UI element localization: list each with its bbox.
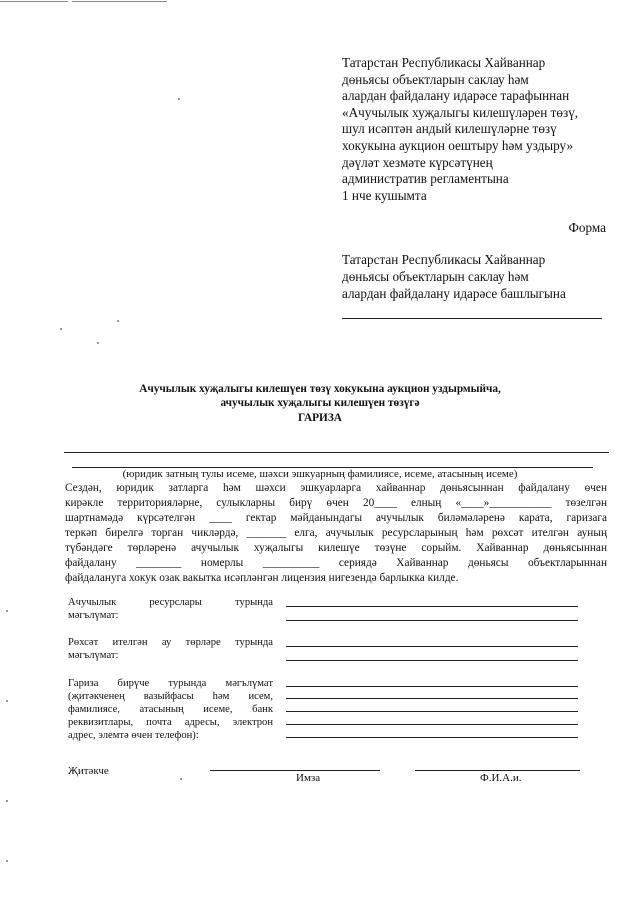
document-title-line1: Ачучылык хуҗалыгы килешүен төзү хокукына аукцион уздырмыйча,	[139, 383, 501, 395]
scan-speck	[6, 800, 8, 802]
head-label: Җитәкче	[68, 765, 109, 777]
regulation-attachment-header	[342, 55, 612, 204]
form-label: Форма	[568, 220, 606, 235]
body-line: файдалану ________ номерлы __________ сериядә Хайваннар дөньясы объектларыннан	[65, 557, 607, 569]
scan-artifact-top-left	[0, 1, 68, 2]
field-label-applicant-info: Гариза бирүче турында мәгълүмат (җитәкченең вазыйфасы һәм исем, фамилиясе, атасының исеме, банк реквизитлары, почта адресы, электрон адрес, элемтә өчен телефон):	[68, 678, 273, 741]
document-title-line2: ачучылык хуҗалыгы килешүен төзүгә	[220, 397, 420, 409]
full-name-line[interactable]	[415, 770, 580, 771]
signature-caption: Имза	[296, 772, 321, 784]
header-line: алардан файдалану идарәсе тарафыннан	[342, 88, 570, 104]
applicant-name-line-1[interactable]	[64, 452, 609, 453]
field-label-hunting-resources: Ачучылык ресурслары турында мәгълүмат:	[68, 597, 273, 621]
addressee-line: дөньясы объектларын саклау һәм	[342, 269, 529, 284]
body-line: теркәп бирелгә торган чикләрдә, _______ елга, ачучылык ресурсларының һәм рөхсәт ителгән ауның	[65, 527, 607, 539]
scan-speck	[97, 342, 99, 344]
scan-speck	[6, 610, 8, 612]
addressee-line: алардан файдалану идарәсе башлыгына	[342, 286, 566, 301]
header-line: шул исәптән андый килешүләрне төзү	[342, 121, 557, 137]
addressee-line: Татарстан Республикасы Хайваннар	[342, 252, 546, 267]
hunting-resources-line-1[interactable]	[286, 606, 578, 607]
body-line: түбәндәге төрләренә ачучылык хуҗалыгы килешүе төзүне сорыйм. Хайваннар дөньясыннан	[65, 542, 607, 554]
scan-speck	[117, 320, 119, 322]
scan-speck	[6, 860, 8, 862]
body-line: Сездән, юридик затларга һәм шәхси эшкуарларга хайваннар дөньясыннан файдалану өчен	[65, 482, 607, 494]
signature-line[interactable]	[210, 770, 380, 771]
header-line: дөньясы объектларын саклау һәм	[342, 71, 529, 87]
hunting-types-line-1[interactable]	[286, 646, 578, 647]
applicant-info-line-5[interactable]	[286, 737, 578, 738]
scan-speck	[60, 328, 62, 330]
applicant-info-line-1[interactable]	[286, 686, 578, 687]
application-body	[65, 481, 607, 586]
header-line: Татарстан Республикасы Хайваннар	[342, 55, 546, 70]
scan-speck	[178, 98, 180, 100]
hunting-resources-line-2[interactable]	[286, 620, 578, 621]
body-line: кирәкле территорияләрне, сулыкларны бирү өчен 20____ елның «____»___________ төзелгән	[65, 497, 607, 509]
document-title: ГАРИЗА	[298, 412, 342, 424]
body-line: шартнамәдә күрсәтелгән ____ гектар мәйданындагы ачучылык биләмәләренә карата, гаризага	[65, 512, 607, 524]
applicant-caption: (юридик затның тулы исеме, шәхси эшкуарның фамилиясе, исеме, атасының исеме)	[122, 468, 518, 480]
header-line: 1 нче кушымта	[342, 187, 427, 203]
body-line: файдалануга хокук озак вакытка исәпләнгән лицензия нигезендә барлыкка килде.	[65, 572, 459, 584]
applicant-info-line-4[interactable]	[286, 724, 578, 725]
header-line: дәүләт хезмәте күрсәтүнең	[342, 154, 493, 170]
header-line: хокукына аукцион оештыру һәм уздыру»	[342, 137, 574, 153]
full-name-caption: Ф.И.А.и.	[480, 772, 522, 784]
header-line: административ регламентына	[342, 171, 509, 187]
hunting-types-line-2[interactable]	[286, 660, 578, 661]
scan-speck	[6, 700, 8, 702]
scan-speck	[180, 778, 182, 780]
field-label-hunting-types: Рөхсәт ителгән ау төрләре турында мәгълүмат:	[68, 637, 273, 661]
applicant-info-line-3[interactable]	[286, 711, 578, 712]
addressee-name-line[interactable]	[342, 318, 602, 319]
header-line: «Ачучылык хуҗалыгы килешүләрен төзү,	[342, 104, 579, 120]
applicant-info-line-2[interactable]	[286, 698, 578, 699]
addressee-block	[342, 251, 612, 302]
scan-artifact-top	[72, 1, 167, 2]
